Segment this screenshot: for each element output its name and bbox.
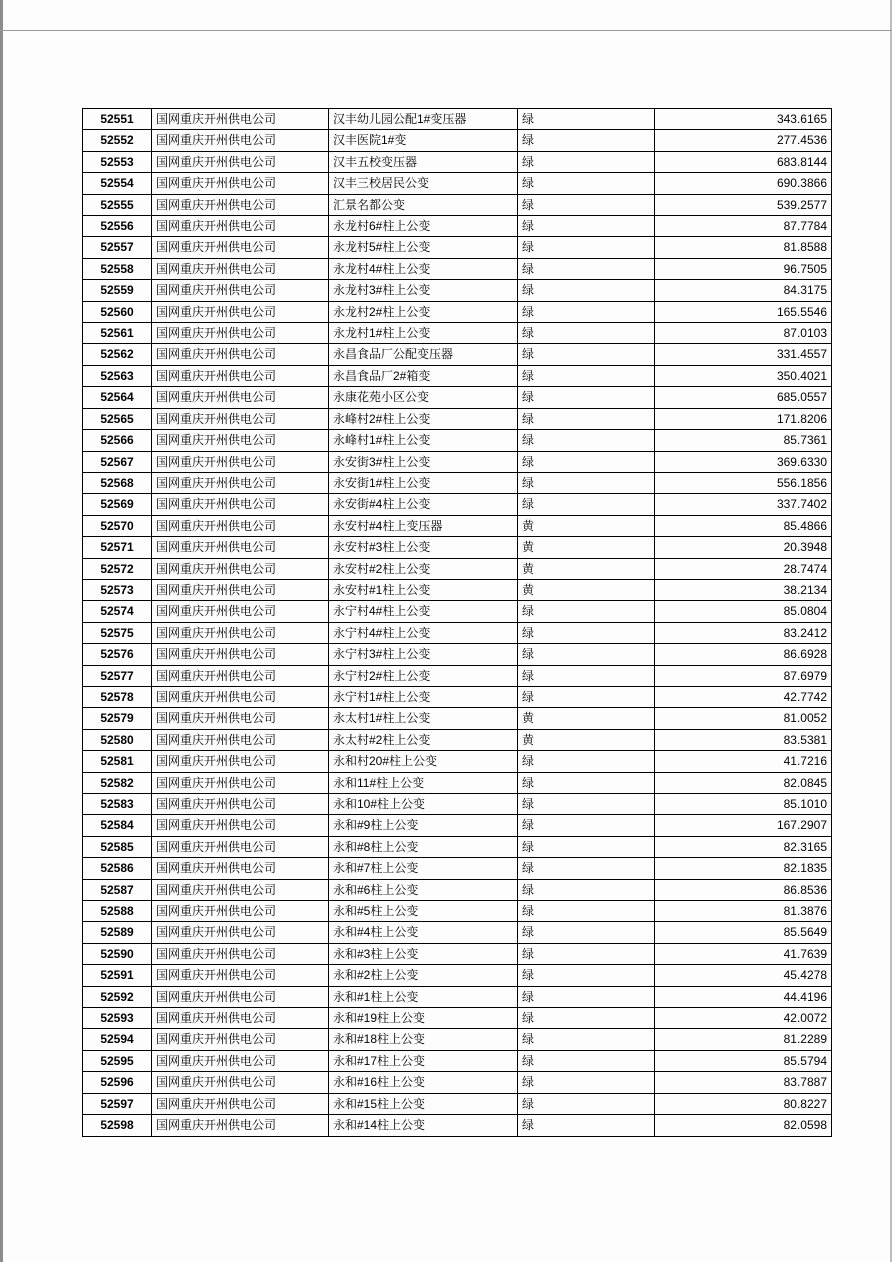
cell-status: 绿 [518, 1008, 655, 1029]
table-row [83, 515, 832, 536]
cell-status: 绿 [518, 986, 655, 1007]
cell-company: 国网重庆开州供电公司 [152, 965, 329, 986]
cell-device: 永和#9柱上公变 [329, 815, 518, 836]
cell-device: 永宁村1#柱上公变 [329, 686, 518, 707]
cell-device: 永和#15柱上公变 [329, 1093, 518, 1114]
cell-id: 52565 [83, 408, 152, 429]
cell-id: 52590 [83, 943, 152, 964]
cell-device: 永龙村3#柱上公变 [329, 280, 518, 301]
cell-company: 国网重庆开州供电公司 [152, 708, 329, 729]
table-row [83, 794, 832, 815]
cell-company: 国网重庆开州供电公司 [152, 430, 329, 451]
cell-company: 国网重庆开州供电公司 [152, 579, 329, 600]
cell-device: 永和#5柱上公变 [329, 901, 518, 922]
cell-id: 52578 [83, 686, 152, 707]
table-row [83, 430, 832, 451]
cell-id: 52585 [83, 836, 152, 857]
cell-value: 41.7639 [655, 943, 832, 964]
cell-status: 黄 [518, 515, 655, 536]
cell-company: 国网重庆开州供电公司 [152, 537, 329, 558]
cell-status: 绿 [518, 858, 655, 879]
cell-id: 52560 [83, 301, 152, 322]
cell-company: 国网重庆开州供电公司 [152, 408, 329, 429]
cell-device: 永和#7柱上公变 [329, 858, 518, 879]
table-row [83, 601, 832, 622]
cell-device: 永和#4柱上公变 [329, 922, 518, 943]
cell-device: 永龙村6#柱上公变 [329, 216, 518, 237]
cell-value: 683.8144 [655, 151, 832, 172]
cell-value: 85.5649 [655, 922, 832, 943]
cell-company: 国网重庆开州供电公司 [152, 472, 329, 493]
cell-value: 41.7216 [655, 751, 832, 772]
cell-company: 国网重庆开州供电公司 [152, 558, 329, 579]
cell-id: 52588 [83, 901, 152, 922]
cell-id: 52583 [83, 794, 152, 815]
cell-value: 83.2412 [655, 622, 832, 643]
cell-value: 86.6928 [655, 644, 832, 665]
cell-device: 永安村#4柱上变压器 [329, 515, 518, 536]
cell-company: 国网重庆开州供电公司 [152, 622, 329, 643]
cell-device: 永和#1柱上公变 [329, 986, 518, 1007]
table-row [83, 1115, 832, 1136]
cell-status: 绿 [518, 280, 655, 301]
cell-company: 国网重庆开州供电公司 [152, 1008, 329, 1029]
cell-company: 国网重庆开州供电公司 [152, 922, 329, 943]
cell-id: 52557 [83, 237, 152, 258]
table-row [83, 1093, 832, 1114]
table-row [83, 280, 832, 301]
table-row [83, 408, 832, 429]
cell-company: 国网重庆开州供电公司 [152, 729, 329, 750]
cell-id: 52582 [83, 772, 152, 793]
cell-value: 38.2134 [655, 579, 832, 600]
cell-id: 52554 [83, 173, 152, 194]
cell-company: 国网重庆开州供电公司 [152, 1029, 329, 1050]
table-row [83, 365, 832, 386]
table-row [83, 130, 832, 151]
cell-value: 82.3165 [655, 836, 832, 857]
cell-device: 永和#14柱上公变 [329, 1115, 518, 1136]
table-row [83, 301, 832, 322]
cell-status: 绿 [518, 130, 655, 151]
cell-id: 52556 [83, 216, 152, 237]
cell-status: 绿 [518, 1029, 655, 1050]
cell-device: 汉丰三校居民公变 [329, 173, 518, 194]
cell-company: 国网重庆开州供电公司 [152, 323, 329, 344]
cell-device: 永安村#1柱上公变 [329, 579, 518, 600]
cell-company: 国网重庆开州供电公司 [152, 151, 329, 172]
cell-company: 国网重庆开州供电公司 [152, 173, 329, 194]
table-row [83, 965, 832, 986]
table-row [83, 451, 832, 472]
cell-status: 绿 [518, 879, 655, 900]
cell-company: 国网重庆开州供电公司 [152, 879, 329, 900]
cell-value: 369.6330 [655, 451, 832, 472]
cell-company: 国网重庆开州供电公司 [152, 1115, 329, 1136]
cell-device: 永康花苑小区公变 [329, 387, 518, 408]
table-row [83, 173, 832, 194]
table-row [83, 751, 832, 772]
cell-company: 国网重庆开州供电公司 [152, 901, 329, 922]
cell-status: 绿 [518, 665, 655, 686]
table-row [83, 109, 832, 130]
cell-status: 绿 [518, 1072, 655, 1093]
cell-value: 85.4866 [655, 515, 832, 536]
cell-status: 绿 [518, 922, 655, 943]
cell-device: 永龙村2#柱上公变 [329, 301, 518, 322]
cell-status: 绿 [518, 151, 655, 172]
cell-device: 永宁村4#柱上公变 [329, 622, 518, 643]
cell-value: 81.0052 [655, 708, 832, 729]
cell-status: 绿 [518, 430, 655, 451]
cell-status: 绿 [518, 686, 655, 707]
cell-id: 52558 [83, 258, 152, 279]
table-row [83, 1008, 832, 1029]
cell-device: 永和#2柱上公变 [329, 965, 518, 986]
cell-device: 永太村1#柱上公变 [329, 708, 518, 729]
cell-value: 331.4557 [655, 344, 832, 365]
table-row [83, 858, 832, 879]
cell-device: 永安街3#柱上公变 [329, 451, 518, 472]
cell-status: 绿 [518, 258, 655, 279]
table-row [83, 622, 832, 643]
cell-device: 汉丰五校变压器 [329, 151, 518, 172]
cell-value: 171.8206 [655, 408, 832, 429]
cell-status: 黄 [518, 537, 655, 558]
cell-id: 52576 [83, 644, 152, 665]
cell-device: 永峰村1#柱上公变 [329, 430, 518, 451]
cell-company: 国网重庆开州供电公司 [152, 365, 329, 386]
cell-id: 52552 [83, 130, 152, 151]
cell-value: 28.7474 [655, 558, 832, 579]
cell-value: 85.5794 [655, 1050, 832, 1071]
cell-id: 52596 [83, 1072, 152, 1093]
cell-company: 国网重庆开州供电公司 [152, 301, 329, 322]
cell-value: 45.4278 [655, 965, 832, 986]
cell-device: 永太村#2柱上公变 [329, 729, 518, 750]
cell-status: 绿 [518, 943, 655, 964]
cell-status: 绿 [518, 472, 655, 493]
cell-status: 绿 [518, 451, 655, 472]
cell-id: 52564 [83, 387, 152, 408]
table-row [83, 194, 832, 215]
cell-company: 国网重庆开州供电公司 [152, 130, 329, 151]
cell-status: 绿 [518, 815, 655, 836]
cell-id: 52559 [83, 280, 152, 301]
cell-status: 绿 [518, 1050, 655, 1071]
cell-status: 绿 [518, 644, 655, 665]
cell-device: 汉丰幼儿园公配1#变压器 [329, 109, 518, 130]
table-row [83, 922, 832, 943]
cell-status: 绿 [518, 1115, 655, 1136]
cell-value: 87.7784 [655, 216, 832, 237]
cell-status: 绿 [518, 601, 655, 622]
cell-device: 永安街#4柱上公变 [329, 494, 518, 515]
cell-id: 52572 [83, 558, 152, 579]
table-row [83, 216, 832, 237]
cell-value: 85.7361 [655, 430, 832, 451]
cell-device: 永和#17柱上公变 [329, 1050, 518, 1071]
cell-value: 350.4021 [655, 365, 832, 386]
cell-status: 绿 [518, 494, 655, 515]
cell-company: 国网重庆开州供电公司 [152, 858, 329, 879]
cell-value: 87.6979 [655, 665, 832, 686]
cell-device: 永和#3柱上公变 [329, 943, 518, 964]
cell-id: 52571 [83, 537, 152, 558]
cell-value: 85.0804 [655, 601, 832, 622]
cell-company: 国网重庆开州供电公司 [152, 815, 329, 836]
table-row [83, 665, 832, 686]
cell-company: 国网重庆开州供电公司 [152, 1093, 329, 1114]
cell-id: 52561 [83, 323, 152, 344]
cell-id: 52563 [83, 365, 152, 386]
cell-device: 永峰村2#柱上公变 [329, 408, 518, 429]
cell-company: 国网重庆开州供电公司 [152, 986, 329, 1007]
cell-id: 52574 [83, 601, 152, 622]
table-row [83, 901, 832, 922]
cell-status: 绿 [518, 344, 655, 365]
cell-status: 绿 [518, 216, 655, 237]
cell-device: 永宁村3#柱上公变 [329, 644, 518, 665]
cell-company: 国网重庆开州供电公司 [152, 451, 329, 472]
cell-value: 20.3948 [655, 537, 832, 558]
cell-id: 52594 [83, 1029, 152, 1050]
cell-status: 绿 [518, 387, 655, 408]
cell-value: 83.5381 [655, 729, 832, 750]
table-row [83, 1072, 832, 1093]
table-row [83, 494, 832, 515]
cell-status: 绿 [518, 901, 655, 922]
cell-value: 81.3876 [655, 901, 832, 922]
cell-status: 绿 [518, 965, 655, 986]
cell-company: 国网重庆开州供电公司 [152, 794, 329, 815]
cell-company: 国网重庆开州供电公司 [152, 1050, 329, 1071]
table-row [83, 772, 832, 793]
cell-value: 82.0598 [655, 1115, 832, 1136]
cell-id: 52598 [83, 1115, 152, 1136]
cell-company: 国网重庆开州供电公司 [152, 494, 329, 515]
table-row [83, 708, 832, 729]
cell-device: 永宁村4#柱上公变 [329, 601, 518, 622]
cell-id: 52584 [83, 815, 152, 836]
table-row [83, 537, 832, 558]
cell-status: 绿 [518, 622, 655, 643]
cell-device: 汇景名都公变 [329, 194, 518, 215]
cell-value: 96.7505 [655, 258, 832, 279]
cell-company: 国网重庆开州供电公司 [152, 644, 329, 665]
cell-status: 绿 [518, 408, 655, 429]
cell-value: 87.0103 [655, 323, 832, 344]
cell-company: 国网重庆开州供电公司 [152, 601, 329, 622]
cell-value: 42.0072 [655, 1008, 832, 1029]
cell-id: 52555 [83, 194, 152, 215]
cell-status: 绿 [518, 751, 655, 772]
cell-value: 84.3175 [655, 280, 832, 301]
cell-company: 国网重庆开州供电公司 [152, 237, 329, 258]
table-row [83, 644, 832, 665]
cell-company: 国网重庆开州供电公司 [152, 665, 329, 686]
cell-device: 永龙村1#柱上公变 [329, 323, 518, 344]
cell-company: 国网重庆开州供电公司 [152, 515, 329, 536]
cell-id: 52586 [83, 858, 152, 879]
table-row [83, 879, 832, 900]
cell-value: 82.1835 [655, 858, 832, 879]
cell-value: 44.4196 [655, 986, 832, 1007]
cell-company: 国网重庆开州供电公司 [152, 109, 329, 130]
cell-id: 52553 [83, 151, 152, 172]
table-row [83, 558, 832, 579]
cell-device: 永和#6柱上公变 [329, 879, 518, 900]
cell-value: 167.2907 [655, 815, 832, 836]
cell-value: 42.7742 [655, 686, 832, 707]
cell-device: 永和#16柱上公变 [329, 1072, 518, 1093]
cell-device: 永和#8柱上公变 [329, 836, 518, 857]
cell-company: 国网重庆开州供电公司 [152, 751, 329, 772]
cell-id: 52580 [83, 729, 152, 750]
cell-status: 绿 [518, 237, 655, 258]
cell-company: 国网重庆开州供电公司 [152, 344, 329, 365]
cell-value: 85.1010 [655, 794, 832, 815]
cell-value: 539.2577 [655, 194, 832, 215]
cell-company: 国网重庆开州供电公司 [152, 943, 329, 964]
table-body [83, 109, 832, 1137]
cell-value: 81.2289 [655, 1029, 832, 1050]
cell-status: 绿 [518, 365, 655, 386]
table-row [83, 836, 832, 857]
cell-id: 52569 [83, 494, 152, 515]
cell-device: 永和村20#柱上公变 [329, 751, 518, 772]
cell-status: 绿 [518, 836, 655, 857]
cell-value: 81.8588 [655, 237, 832, 258]
cell-id: 52570 [83, 515, 152, 536]
cell-company: 国网重庆开州供电公司 [152, 1072, 329, 1093]
cell-device: 永昌食品厂公配变压器 [329, 344, 518, 365]
cell-device: 永安村#3柱上公变 [329, 537, 518, 558]
cell-status: 黄 [518, 579, 655, 600]
cell-id: 52567 [83, 451, 152, 472]
table-row [83, 1029, 832, 1050]
cell-value: 277.4536 [655, 130, 832, 151]
page-top-rule [0, 30, 892, 31]
cell-status: 绿 [518, 772, 655, 793]
cell-value: 86.8536 [655, 879, 832, 900]
cell-status: 绿 [518, 794, 655, 815]
cell-company: 国网重庆开州供电公司 [152, 772, 329, 793]
cell-device: 永安村#2柱上公变 [329, 558, 518, 579]
table-row [83, 258, 832, 279]
table-row [83, 237, 832, 258]
table-row [83, 986, 832, 1007]
cell-id: 52581 [83, 751, 152, 772]
table-row [83, 151, 832, 172]
cell-company: 国网重庆开州供电公司 [152, 836, 329, 857]
cell-value: 165.5546 [655, 301, 832, 322]
cell-device: 永龙村4#柱上公变 [329, 258, 518, 279]
table-row [83, 943, 832, 964]
cell-id: 52562 [83, 344, 152, 365]
cell-company: 国网重庆开州供电公司 [152, 387, 329, 408]
table-row [83, 729, 832, 750]
cell-device: 汉丰医院1#变 [329, 130, 518, 151]
table-row [83, 1050, 832, 1071]
cell-value: 337.7402 [655, 494, 832, 515]
table-row [83, 815, 832, 836]
cell-value: 80.8227 [655, 1093, 832, 1114]
cell-id: 52573 [83, 579, 152, 600]
cell-company: 国网重庆开州供电公司 [152, 258, 329, 279]
cell-id: 52591 [83, 965, 152, 986]
cell-id: 52568 [83, 472, 152, 493]
cell-status: 绿 [518, 1093, 655, 1114]
cell-status: 黄 [518, 708, 655, 729]
cell-status: 绿 [518, 173, 655, 194]
table-row [83, 579, 832, 600]
cell-value: 685.0557 [655, 387, 832, 408]
cell-device: 永宁村2#柱上公变 [329, 665, 518, 686]
cell-value: 556.1856 [655, 472, 832, 493]
cell-value: 82.0845 [655, 772, 832, 793]
cell-status: 绿 [518, 301, 655, 322]
table-row [83, 472, 832, 493]
cell-device: 永安街1#柱上公变 [329, 472, 518, 493]
cell-device: 永和#18柱上公变 [329, 1029, 518, 1050]
cell-status: 绿 [518, 109, 655, 130]
cell-device: 永和#19柱上公变 [329, 1008, 518, 1029]
cell-value: 690.3866 [655, 173, 832, 194]
cell-company: 国网重庆开州供电公司 [152, 686, 329, 707]
cell-status: 黄 [518, 558, 655, 579]
page-edge-left [0, 0, 3, 1262]
cell-device: 永和11#柱上公变 [329, 772, 518, 793]
cell-id: 52595 [83, 1050, 152, 1071]
cell-id: 52566 [83, 430, 152, 451]
cell-id: 52593 [83, 1008, 152, 1029]
table-row [83, 686, 832, 707]
table-row [83, 387, 832, 408]
cell-company: 国网重庆开州供电公司 [152, 280, 329, 301]
cell-status: 绿 [518, 194, 655, 215]
cell-id: 52589 [83, 922, 152, 943]
cell-id: 52575 [83, 622, 152, 643]
cell-device: 永龙村5#柱上公变 [329, 237, 518, 258]
cell-id: 52592 [83, 986, 152, 1007]
cell-value: 343.6165 [655, 109, 832, 130]
table-row [83, 344, 832, 365]
cell-id: 52577 [83, 665, 152, 686]
cell-status: 绿 [518, 323, 655, 344]
cell-id: 52551 [83, 109, 152, 130]
cell-id: 52579 [83, 708, 152, 729]
transformer-table [82, 108, 832, 1137]
cell-device: 永和10#柱上公变 [329, 794, 518, 815]
cell-company: 国网重庆开州供电公司 [152, 194, 329, 215]
table-row [83, 323, 832, 344]
cell-device: 永昌食品厂2#箱变 [329, 365, 518, 386]
cell-value: 83.7887 [655, 1072, 832, 1093]
cell-id: 52587 [83, 879, 152, 900]
cell-status: 黄 [518, 729, 655, 750]
cell-id: 52597 [83, 1093, 152, 1114]
cell-company: 国网重庆开州供电公司 [152, 216, 329, 237]
